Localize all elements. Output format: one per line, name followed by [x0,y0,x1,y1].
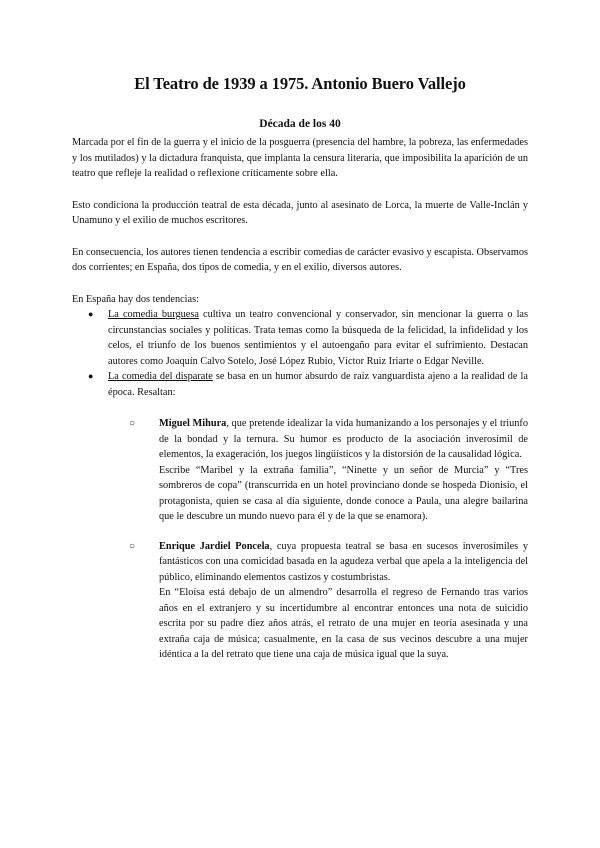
list-item-text: se basa en un humor absurdo de raíz vanguardista ajeno a la realidad de la época. Resaltan: [108,371,528,398]
sublist-item-extra: Escribe “Maribel y la extraña familia”, “Ninette y un señor de Murcia” y “Tres sombreros de copa” (transcurrida en un hotel provinciano donde se hospeda Dionisio, el protagonista, quien se casa al día siguiente, donde conoce a Paula, una alegre bailarina que le descubre un mundo nuevo para él y de la que se enamora). [159,464,528,522]
paragraph-context: Esto condiciona la producción teatral de esta década, junto al asesinato de Lorca, la muerte de Valle-Inclán y Unamuno y el exilio de muchos escritores. [72,199,528,226]
term-comedia-disparate: La comedia del disparate [108,371,213,382]
intro-paragraph: Marcada por el fin de la guerra y el inicio de la posguerra (presencia del hambre, la pobreza, las enfermedades y los mutilados) y la dictadura franquista, que implanta la censura literaria, que imposibilita la aparición de un teatro que refleje la realidad o reflexione críticamente sobre ella. [72,137,528,179]
list-item-comedia-disparate [72,369,528,400]
paragraph-consequence: En consecuencia, los autores tienen tendencia a escribir comedias de carácter evasivo y escapista. Observamos dos corrientes; en España, dos tipos de comedia, y en el exilio, diversos autores. [72,246,528,273]
sublist-item-text: , que pretende idealizar la vida humanizando a los personajes y el triunfo de la bondad y la ternura. Su humor es producto de la asociación inverosímil de elementos, la exageración, los juegos lingüísticos y la distorsión de la causalidad lógica. [159,418,528,460]
list-item-text: cultiva un teatro convencional y conservador, sin mencionar la guerra o las circunstancias sociales y políticas. Trata temas como la búsqueda de la felicidad, la infidelidad y los celos, el triunfo de los buenos sentimientos y el autoengaño para evitar el sufrimiento. Destacan autores como Joaquín Calvo Sotelo, José López Rubio, Víctor Ruiz Iriarte o Edgar Neville. [108,309,529,367]
circle-bullet-icon: ○ [129,540,136,552]
author-name-jardiel: Enrique Jardiel Poncela [159,540,270,552]
sublist-item-mihura [72,416,528,525]
bullet-icon: ● [88,371,94,381]
sublist-item-text: , cuya propuesta teatral se basa en sucesos inverosímiles y fantásticos con una comicidad basada en la agudeza verbal que apela a la inteligencia del público, eliminando elementos castizos y costumbristas. [159,540,528,583]
circle-bullet-icon: ○ [129,418,136,429]
list-item-comedia-burguesa [72,307,528,369]
paragraph-tendencies: En España hay dos tendencias: [72,293,199,305]
term-comedia-burguesa: La comedia burguesa [108,309,199,320]
bullet-icon: ● [88,309,94,319]
author-name-mihura: Miguel Mihura [159,418,227,429]
sublist-item-extra: En “Eloísa está debajo de un almendro” desarrolla el regreso de Fernando tras varios años en el extranjero y su incertidumbre al encontrar entonces una nota de suicidio escrita por su padre diez años atrás, el retrato de una mujer en teoría asesinada y una extraña caja de música; casualmente, en la casa de sus vecinos descubre a una mujer idéntica a la del retrato que tiene una caja de música igual que la suya. [159,587,528,660]
section-heading: Década de los 40 [259,118,341,130]
sublist-item-jardiel [72,539,528,663]
page-title: El Teatro de 1939 a 1975. Antonio Buero Vallejo [134,74,466,93]
